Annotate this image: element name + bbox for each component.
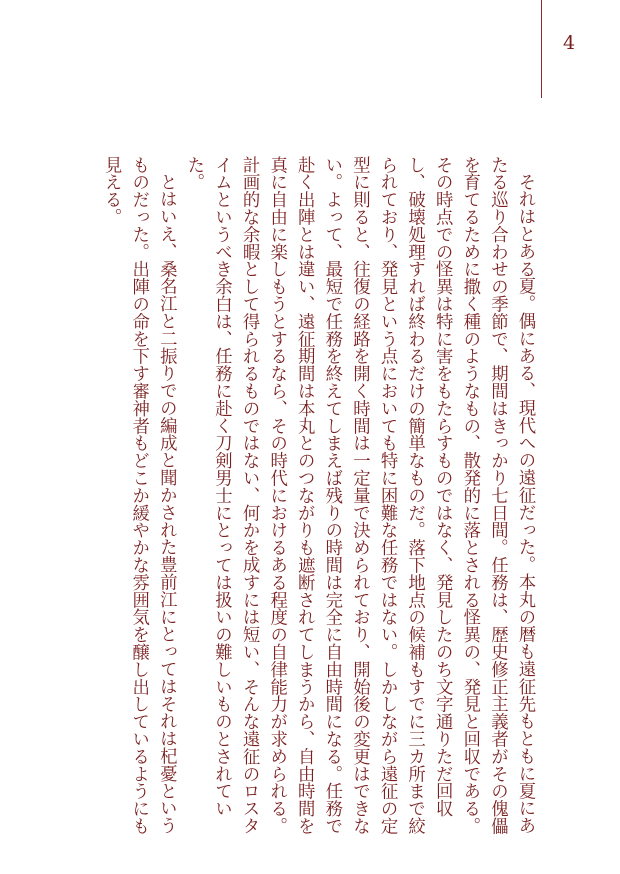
header-divider-rule <box>541 0 542 98</box>
page-number: 4 <box>563 32 576 54</box>
paragraph-2: とはいえ、桑名江と二振りでの編成と聞かされた豊前江にとってはそれは杞憂というものだった。出陣の命を下す審神者もどこか緩やかな雰囲気を醸し出しているようにも見える。 <box>101 156 177 835</box>
body-text <box>96 156 538 846</box>
paragraph-1: それはとある夏。偶にある、現代への遠征だった。本丸の暦も遠征先もともに夏にあたる巡り合わせの季節で、期間はきっかり七日間。任務は、歴史修正主義者がその傀儡を育てるために撒く種のようなもの、散発的に落とされる怪異の、発見と回収である。その時点での怪異は特に害をもたらすものではなく、発見したのち文字通りただ回収し、破壊処理すれば終わるだけの簡単なものだ。落下地点の候補もすでに三カ所まで絞られており、発見という点においても特に困難な任務ではない。しかしながら遠征の定型に則ると、往復の経路を開く時間は一定量で決められており、開始後の変更はできない。よって、最短で任務を終えてしまえば残りの時間は完全に自由時間になる。任務で赴く出陣とは違い、遠征期間は本丸とのつながりも遮断されてしまうから、自由時間を真に自由に楽しもうとするなら、その時代におけるある程度の自律能力が求められる。計画的な余暇として得られるものではない、何かを成すには短い、そんな遠征のロスタイムというべき余白は、任務に赴く刀剣男士にとっては扱いの難しいものとされていた。 <box>183 156 535 835</box>
